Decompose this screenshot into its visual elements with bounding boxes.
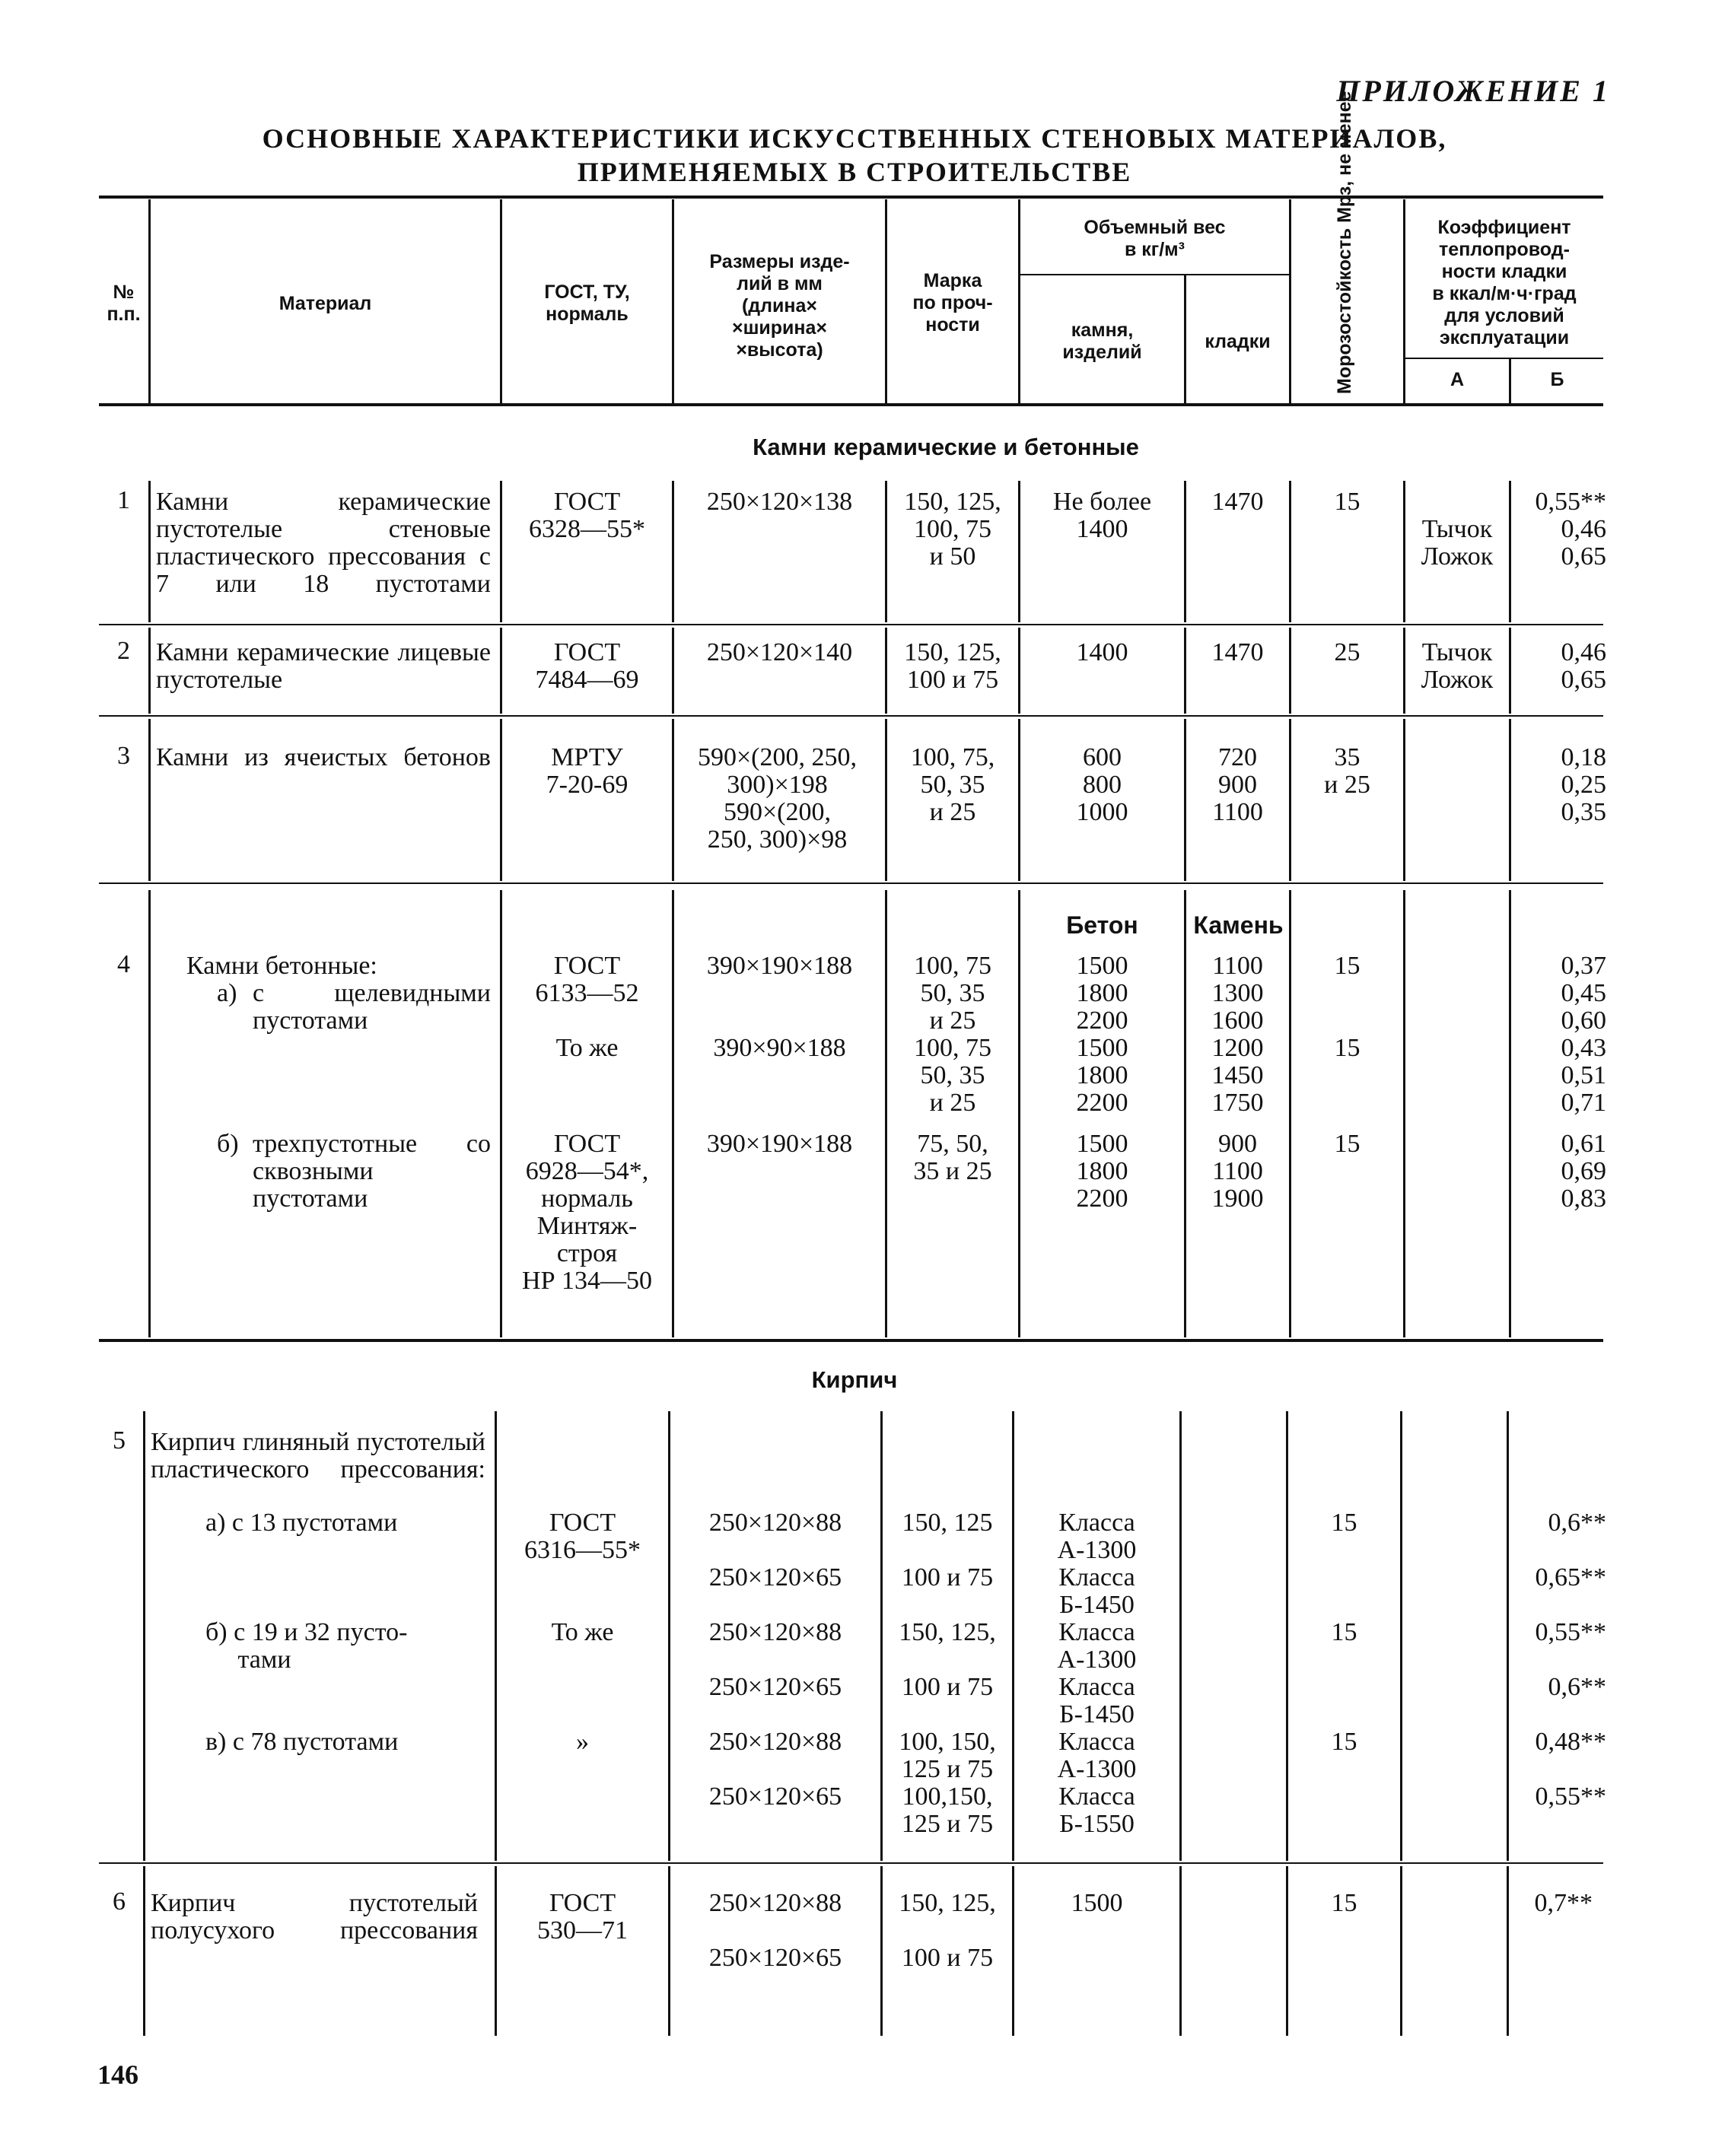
masonry-weight: 1100 1300 1600 xyxy=(1211,952,1264,1035)
col-sep xyxy=(1403,890,1405,1337)
col-sep xyxy=(148,628,151,714)
strength-grade: 100 и 75 xyxy=(901,1673,994,1701)
strength-grade: 150, 125 xyxy=(902,1509,993,1537)
header-coef-a: А xyxy=(1450,369,1465,390)
gost-code: ГОСТ 530—71 xyxy=(537,1889,628,1945)
row-number: 1 xyxy=(117,486,130,514)
col-sep xyxy=(148,719,151,881)
product-size: 250×120×65 xyxy=(708,1563,842,1592)
product-size: 590×(200, 250, 300)×198 590×(200, 250, 300)×98 xyxy=(698,743,857,854)
subitem-letter: а) xyxy=(217,979,237,1007)
section-title: Камни керамические и бетонные xyxy=(753,434,1139,460)
col-sep xyxy=(1289,719,1291,881)
strength-grade: 150, 125, xyxy=(899,1618,996,1646)
col-sep xyxy=(1289,199,1291,403)
frost-resistance: 25 xyxy=(1334,638,1361,666)
coef-b: 0,55** xyxy=(1535,1618,1606,1646)
gost-code: ГОСТ 7484—69 xyxy=(535,638,639,694)
material-name: Камни из ячеистых бетонов xyxy=(156,743,491,771)
row-divider xyxy=(99,715,1603,717)
stone-weight: Не более 1400 xyxy=(1052,488,1152,543)
page-title-line-2: ПРИМЕНЯЕМЫХ В СТРОИТЕЛЬСТВЕ xyxy=(577,157,1132,187)
product-size: 250×120×88 xyxy=(708,1889,842,1917)
header-gost: ГОСТ, ТУ, нормаль xyxy=(544,281,630,325)
header-coef: Коэффициент теплопровод- ности кладки в ккал/м·ч·град для условий эксплуатации xyxy=(1432,217,1577,348)
gost-code: То же xyxy=(551,1618,614,1646)
strength-grade: 100, 75, 50, 35 и 25 xyxy=(910,743,995,826)
product-size: 390×190×188 xyxy=(706,1130,853,1158)
section-title: Кирпич xyxy=(811,1366,898,1393)
coef-b: 0,46 0,65 xyxy=(1561,638,1606,694)
coef-b: 0,37 0,45 0,60 xyxy=(1561,952,1606,1035)
frost-resistance: 15 xyxy=(1334,1034,1361,1062)
product-size: 250×120×65 xyxy=(708,1782,842,1811)
page-number: 146 xyxy=(97,2059,138,2090)
header-material: Материал xyxy=(278,293,372,314)
gost-code: » xyxy=(576,1728,589,1756)
stone-weight: 1500 xyxy=(1071,1889,1123,1917)
header-bottom-border xyxy=(99,403,1603,406)
row-number: 3 xyxy=(117,742,130,770)
col-sep xyxy=(1179,1411,1182,1861)
stone-weight: Класса Б-1550 xyxy=(1058,1782,1135,1838)
coef-a: Тычок Ложок xyxy=(1421,638,1494,694)
masonry-weight: 1200 1450 1750 xyxy=(1211,1034,1264,1117)
frost-resistance: 35 и 25 xyxy=(1324,743,1370,799)
gost-code: То же xyxy=(555,1034,619,1062)
product-size: 250×120×65 xyxy=(708,1673,842,1701)
row-divider xyxy=(99,1862,1603,1864)
frost-resistance: 15 xyxy=(1331,1509,1357,1537)
subitem-name: трехпустотные со сквозными пустотами xyxy=(253,1130,491,1213)
product-size: 250×120×140 xyxy=(706,638,853,666)
coef-subheader-line xyxy=(1403,358,1603,359)
product-size: 250×120×88 xyxy=(708,1618,842,1646)
gost-code: ГОСТ 6328—55* xyxy=(529,488,645,543)
stone-weight: 600 800 1000 xyxy=(1076,743,1128,826)
header-weight: Объемный вес в кг/м³ xyxy=(1084,217,1226,260)
header-num: № п.п. xyxy=(107,281,141,325)
table-top-border xyxy=(99,196,1603,199)
appendix-label: ПРИЛОЖЕНИЕ 1 xyxy=(1336,74,1610,108)
coef-b: 0,61 0,69 0,83 xyxy=(1561,1130,1606,1213)
stone-weight: Класса А-1300 xyxy=(1057,1509,1137,1564)
material-name: Камни бетонные: xyxy=(186,952,377,980)
gost-code: ГОСТ 6133—52 xyxy=(535,952,639,1007)
subitem-name: б) с 19 и 32 пусто- тами xyxy=(205,1618,408,1674)
weight-subheader-line xyxy=(1018,274,1289,275)
subitem-name: с щелевидными пустотами xyxy=(253,979,491,1035)
product-size: 250×120×138 xyxy=(706,488,853,516)
strength-grade: 150, 125, 100, 75 и 50 xyxy=(904,488,1001,571)
subitem-name: а) с 13 пустотами xyxy=(205,1509,398,1537)
col-sep xyxy=(148,890,151,1337)
material-name: Камни керамические пустотелые стеновые пластического прессования с 7 или 18 пустотами xyxy=(156,488,491,598)
col-sep xyxy=(143,1411,145,1861)
subitem-name: в) с 78 пустотами xyxy=(205,1728,399,1756)
material-name: Камни керамические лицевые пустотелые xyxy=(156,638,491,694)
material-name: Кирпич глиняный пустотелый пластического прессования: xyxy=(151,1428,485,1483)
coef-b: 0,18 0,25 0,35 xyxy=(1561,743,1606,826)
stone-weight: 1500 1800 2200 xyxy=(1076,1034,1128,1117)
strength-grade: 100 и 75 xyxy=(901,1563,994,1592)
subitem-letter: б) xyxy=(217,1130,239,1158)
frost-resistance: 15 xyxy=(1334,488,1361,516)
coef-b: 0,7** xyxy=(1534,1889,1593,1917)
material-name: Кирпич пустотелый полусухого прессования xyxy=(151,1889,478,1945)
row-number: 4 xyxy=(117,950,130,978)
coef-b: 0,6** xyxy=(1548,1673,1606,1701)
header-grade: Марка по проч- ности xyxy=(912,270,993,335)
col-sep xyxy=(1400,1866,1402,2036)
row-number: 2 xyxy=(117,637,130,665)
coef-b: 0,55** 0,46 0,65 xyxy=(1535,488,1606,571)
gost-code: ГОСТ 6316—55* xyxy=(524,1509,641,1564)
coef-b: 0,55** xyxy=(1535,1782,1606,1811)
header-sizes: Размеры изде- лий в мм (длина× ×ширина× ×высота) xyxy=(709,251,850,361)
frost-resistance: 15 xyxy=(1331,1728,1357,1756)
strength-grade: 100 и 75 xyxy=(901,1944,994,1972)
masonry-weight: 1470 xyxy=(1211,488,1264,516)
coef-b: 0,48** xyxy=(1535,1728,1606,1756)
stone-weight: Класса Б-1450 xyxy=(1058,1673,1135,1728)
product-size: 250×120×65 xyxy=(708,1944,842,1972)
coef-b: 0,43 0,51 0,71 xyxy=(1561,1034,1606,1117)
frost-resistance: 15 xyxy=(1334,952,1361,980)
col-sep xyxy=(1403,719,1405,881)
strength-grade: 75, 50, 35 и 25 xyxy=(913,1130,992,1185)
coef-b: 0,6** xyxy=(1548,1509,1606,1537)
masonry-weight: 1470 xyxy=(1211,638,1264,666)
header-weight-masonry: кладки xyxy=(1205,331,1271,352)
strength-grade: 150, 125, xyxy=(899,1889,996,1917)
col-sep xyxy=(148,481,151,622)
header-coef-b: Б xyxy=(1550,369,1564,390)
product-size: 390×90×188 xyxy=(713,1034,846,1062)
column-subheader-stone: Камень xyxy=(1193,911,1284,939)
coef-b: 0,65** xyxy=(1535,1563,1606,1592)
row-number: 5 xyxy=(113,1426,126,1455)
product-size: 250×120×88 xyxy=(708,1728,842,1756)
strength-grade: 100,150, 125 и 75 xyxy=(901,1782,994,1838)
masonry-weight: 900 1100 1900 xyxy=(1211,1130,1264,1213)
strength-grade: 100, 75 50, 35 и 25 xyxy=(914,1034,991,1117)
product-size: 390×190×188 xyxy=(706,952,853,980)
gost-code: ГОСТ 6928—54*, нормаль Минтяж- строя НР 134—50 xyxy=(522,1130,652,1295)
stone-weight: 1400 xyxy=(1076,638,1128,666)
column-subheader-concrete: Бетон xyxy=(1066,911,1138,939)
stone-weight: Класса А-1300 xyxy=(1057,1618,1137,1674)
strength-grade: 100, 150, 125 и 75 xyxy=(899,1728,996,1783)
col-sep xyxy=(1179,1866,1182,2036)
header-frost: Морозостойкость Мрз, не менее xyxy=(1334,91,1355,394)
row-number: 6 xyxy=(113,1887,126,1916)
stone-weight: 1500 1800 2200 xyxy=(1076,1130,1128,1213)
row-divider xyxy=(99,1339,1603,1342)
product-size: 250×120×88 xyxy=(708,1509,842,1537)
coef-a: Тычок Ложок xyxy=(1421,515,1494,571)
frost-resistance: 15 xyxy=(1334,1130,1361,1158)
col-sep xyxy=(1400,1411,1402,1861)
strength-grade: 150, 125, 100 и 75 xyxy=(904,638,1001,694)
stone-weight: 1500 1800 2200 xyxy=(1076,952,1128,1035)
page-title-line-1: ОСНОВНЫЕ ХАРАКТЕРИСТИКИ ИСКУССТВЕННЫХ СТЕНОВЫХ МАТЕРИАЛОВ, xyxy=(262,123,1447,154)
strength-grade: 100, 75 50, 35 и 25 xyxy=(914,952,991,1035)
frost-resistance: 15 xyxy=(1331,1618,1357,1646)
row-divider xyxy=(99,882,1603,884)
masonry-weight: 720 900 1100 xyxy=(1212,743,1263,826)
stone-weight: Класса А-1300 xyxy=(1057,1728,1137,1783)
row-divider xyxy=(99,624,1603,625)
header-weight-stone: камня, изделий xyxy=(1062,320,1142,363)
col-sep xyxy=(500,719,502,881)
gost-code: МРТУ 7-20-69 xyxy=(546,743,629,799)
stone-weight: Класса Б-1450 xyxy=(1058,1563,1135,1619)
frost-resistance: 15 xyxy=(1331,1889,1357,1917)
